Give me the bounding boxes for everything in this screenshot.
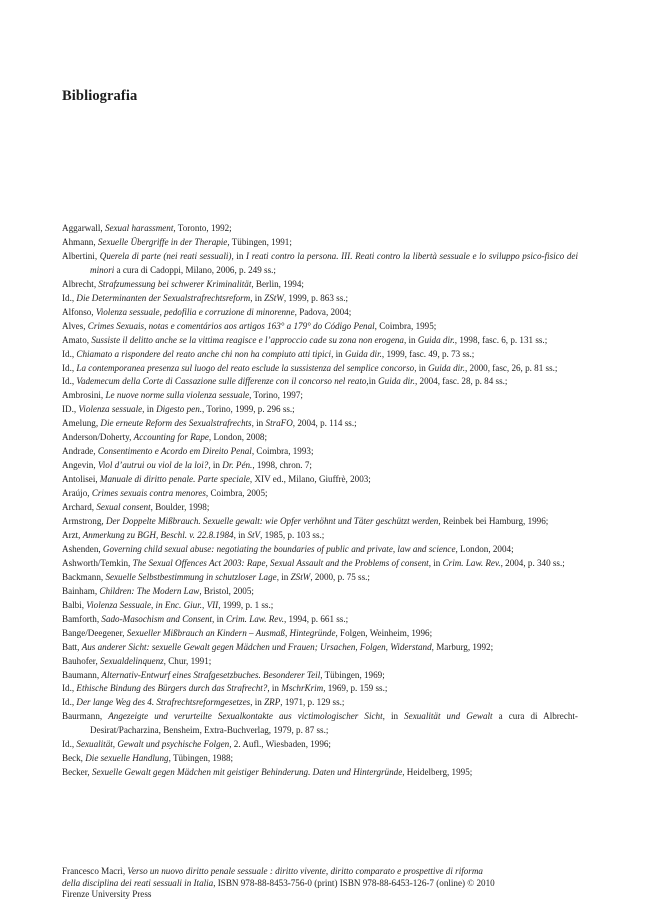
entry-text: , London, 2004;: [455, 543, 514, 554]
entry-title: Guida dir.: [378, 376, 415, 387]
bibliography-entry: [62, 375, 578, 389]
bibliography-entry: [62, 696, 578, 710]
bibliography-entry: [62, 655, 578, 669]
entry-text: ,: [151, 599, 156, 610]
bibliography-entry: [62, 459, 578, 473]
entry-title: Crim. Law. Rev.: [225, 613, 284, 624]
entry-title: Crim. Law. Rev.: [442, 557, 501, 568]
bibliography-entry: [62, 362, 578, 376]
entry-text: , Reinbek bei Hamburg, 1996;: [438, 516, 549, 527]
bibliography-entry: [62, 529, 578, 543]
entry-title: ZStW: [290, 571, 311, 582]
page-title: Bibliografia: [62, 88, 138, 104]
entry-title: Governing child sexual abuse: negotiating the boundaries of public and private, law and science: [102, 543, 456, 554]
entry-text: , Folgen, Weinheim, 1996;: [335, 627, 433, 638]
entry-text: , 1985, p. 103 ss.;: [260, 529, 325, 540]
entry-title: ZStW: [264, 292, 284, 303]
entry-text: , Marburg, 1992;: [431, 641, 494, 652]
bibliography-list: [62, 222, 578, 780]
entry-text: , in: [331, 348, 345, 359]
entry-text: Ambrosini,: [62, 390, 106, 401]
entry-title: Crimes sexuais contra menores: [91, 488, 206, 499]
entry-text: , Torino, 1997;: [249, 390, 303, 401]
bibliography-entry: [62, 641, 578, 655]
entry-title: Accounting for Rape: [133, 432, 209, 443]
entry-text: , XIV ed., Milano, Giuffrè, 2003;: [249, 474, 371, 485]
entry-text: , 2004, p. 114 ss.;: [292, 418, 357, 429]
entry-text: , in: [208, 460, 223, 471]
entry-title: Children: The Modern Law: [99, 585, 200, 596]
entry-title: Guida dir.: [345, 348, 382, 359]
entry-text: Amato,: [62, 334, 92, 345]
entry-text: , in: [231, 250, 247, 261]
entry-text: , in: [276, 571, 291, 582]
entry-text: Id.,: [62, 348, 77, 359]
bibliography-entry: [62, 515, 578, 529]
entry-title: Anmerkung zu BGH, Beschl. v. 22.8.1984: [82, 529, 234, 540]
entry-text: Albrecht,: [62, 278, 99, 289]
entry-text: , 1998, chron. 7;: [252, 460, 312, 471]
entry-text: Bamforth,: [62, 613, 102, 624]
bibliography-entry: [62, 389, 578, 403]
bibliography-entry: [62, 222, 578, 236]
entry-text: Beck,: [62, 753, 86, 764]
bibliography-entry: [62, 738, 578, 752]
bibliography-entry: [62, 669, 578, 683]
entry-text: , Tübingen, 1969;: [320, 669, 385, 680]
bibliography-entry: [62, 306, 578, 320]
entry-title: Vademecum della Corte di Cassazione sulle differenze con il concorso nel reato,: [76, 376, 369, 387]
entry-title: Sexualität und Gewalt: [404, 711, 493, 722]
entry-text: Angevin,: [62, 460, 98, 471]
entry-text: Bange/Deegener,: [62, 627, 127, 638]
entry-text: Id.,: [62, 739, 77, 750]
entry-text: Ashworth/Temkin,: [62, 557, 133, 568]
bibliography-entry: [62, 752, 578, 766]
entry-text: , Coimbra, 1993;: [251, 446, 314, 457]
entry-text: , 2004, fasc. 28, p. 84 ss.;: [414, 376, 508, 387]
entry-title: Consentimento e Acordo em Direito Penal: [97, 446, 252, 457]
bibliography-entry: [62, 710, 578, 738]
bibliography-entry: [62, 585, 578, 599]
entry-title: Die erneute Reform des Sexualstrafrechts: [100, 418, 252, 429]
bibliography-entry: [62, 320, 578, 334]
entry-text: , in: [414, 362, 429, 373]
entry-text: Bauhofer,: [62, 655, 101, 666]
entry-text: Araújo,: [62, 488, 92, 499]
entry-text: Andrade,: [62, 446, 98, 457]
entry-text: Alfonso,: [62, 306, 96, 317]
entry-text: , 1998, fasc. 6, p. 131 ss.;: [454, 334, 548, 345]
bibliography-entry: [62, 682, 578, 696]
entry-text: , 1994, p. 661 ss.;: [283, 613, 349, 624]
entry-title: Sexualdelinquenz: [100, 655, 164, 666]
bibliography-entry: [62, 571, 578, 585]
entry-text: Armstrong,: [62, 516, 106, 527]
entry-title: Violenza sessuale: [78, 404, 143, 415]
entry-title: Sexuelle Selbstbestimmung in schutzloser Lage: [105, 571, 277, 582]
bibliography-entry: [62, 599, 578, 613]
entry-title: Sexualität, Gewalt und psychische Folgen: [76, 739, 230, 750]
entry-text: Id.,: [62, 292, 77, 303]
entry-text: , in: [142, 404, 157, 415]
entry-text: , in: [251, 418, 266, 429]
bibliography-entry: [62, 445, 578, 459]
entry-title: della disciplina dei reati sessuali in Italia: [62, 877, 214, 888]
bibliography-entry: [62, 766, 578, 780]
entry-title: Strafzumessung bei schwerer Kriminalität: [98, 278, 252, 289]
entry-text: Albertini,: [62, 250, 100, 261]
bibliography-entry: [62, 403, 578, 417]
entry-title: Chiamato a rispondere del reato anche chi non ha compiuto atti tipici: [76, 348, 332, 359]
bibliography-entry: [62, 278, 578, 292]
entry-title: Die sexuelle Handlung: [85, 753, 169, 764]
entry-text: , Boulder, 1998;: [150, 502, 210, 513]
entry-text: , Coimbra, 2005;: [205, 488, 268, 499]
entry-title: StraFO: [265, 418, 293, 429]
entry-title: I reati contro la persona. III. Reati contro la libertà sessuale e lo sviluppo psico-fisico dei minori: [90, 250, 578, 275]
entry-text: Batt,: [62, 641, 82, 652]
entry-text: , 1999, p. 863 ss.;: [283, 292, 349, 303]
entry-text: , Torino, 1999, p. 296 ss.;: [202, 404, 295, 415]
bibliography-entry: [62, 487, 578, 501]
entry-title: Sexuelle Gewalt gegen Mädchen mit geistiger Behinderung. Daten und Hintergründe: [91, 767, 403, 778]
entry-text: , in: [233, 529, 248, 540]
entry-text: Ashenden,: [62, 543, 103, 554]
entry-title: StV: [247, 529, 261, 540]
bibliography-entry: [62, 348, 578, 362]
entry-title: Sado-Masochism and Consent: [101, 613, 213, 624]
bibliography-entry: [62, 250, 578, 278]
entry-text: , in: [250, 292, 265, 303]
entry-title: The Sexual Offences Act 2003: Rape, Sexual Assault and the Problems of consent: [132, 557, 429, 568]
footer-line: [62, 878, 582, 890]
entry-text: a cura di Cadoppi, Milano, 2006, p. 249 ss.;: [114, 264, 276, 275]
entry-text: , Chur, 1991;: [163, 655, 212, 666]
entry-text: , 2000, p. 75 ss.;: [310, 571, 370, 582]
entry-title: Verso un nuovo diritto penale sessuale : diritto vivente, diritto comparato e prospettive di riforma: [127, 866, 483, 876]
entry-text: , Coimbra, 1995;: [374, 320, 437, 331]
bibliography-entry: [62, 613, 578, 627]
bibliography-entry: [62, 627, 578, 641]
entry-text: , in: [250, 697, 265, 708]
entry-title: Digesto pen.: [156, 404, 203, 415]
entry-text: , 2004, p. 340 ss.;: [500, 557, 565, 568]
entry-title: Alternativ-Entwurf eines Strafgesetzbuches. Besonderer Teil: [101, 669, 321, 680]
entry-text: ID.,: [62, 404, 79, 415]
entry-text: , in: [428, 557, 443, 568]
footer-line: [62, 889, 582, 901]
entry-text: Id.,: [62, 376, 77, 387]
entry-title: Viol d’autrui ou viol de la loi?: [97, 460, 209, 471]
entry-title: Guida dir.: [428, 362, 465, 373]
entry-title: Der Doppelte Mißbrauch. Sexuelle gewalt: wie Opfer verhöhnt und Täter geschützt werden: [105, 516, 439, 527]
entry-text: Balbi,: [62, 599, 87, 610]
entry-text: , 1999, fasc. 49, p. 73 ss.;: [381, 348, 475, 359]
bibliography-entry: [62, 543, 578, 557]
entry-title: Sexual consent: [96, 502, 151, 513]
entry-text: Backmann,: [62, 571, 106, 582]
entry-title: in Enc. Giur., VII: [155, 599, 219, 610]
entry-text: , Toronto, 1992;: [173, 223, 232, 233]
entry-text: , 2. Aufl., Wiesbaden, 1996;: [229, 739, 331, 750]
entry-text: , in: [212, 613, 226, 624]
bibliography-entry: [62, 557, 578, 571]
entry-text: , in: [382, 711, 405, 722]
entry-title: Violenza Sessuale: [86, 599, 151, 610]
entry-title: Manuale di diritto penale. Parte speciale: [99, 474, 250, 485]
entry-title: Crimes Sexuais, notas e comentários aos artigos 163° a 179° do Código Penal: [87, 320, 375, 331]
entry-title: Angezeigte und verurteilte Sexualkontakte aus victimologischer Sicht: [108, 711, 383, 722]
bibliography-entry: [62, 431, 578, 445]
entry-title: Querela di parte (nei reati sessuali): [99, 250, 232, 261]
entry-text: , ISBN 978-88-8453-756-0 (print) ISBN 978-88-6453-126-7 (online) © 2010: [213, 877, 495, 888]
entry-text: , London, 2008;: [208, 432, 268, 443]
entry-text: , Berlin, 1994;: [251, 278, 304, 289]
entry-text: , 1969, p. 159 ss.;: [323, 683, 388, 694]
entry-text: , 1971, p. 129 ss.;: [280, 697, 345, 708]
entry-text: Id.,: [62, 697, 77, 708]
entry-title: Guida dir.: [417, 334, 455, 345]
entry-text: Anderson/Doherty,: [62, 432, 134, 443]
entry-title: Der lange Weg des 4. Strafrechtsreformgesetzes: [76, 697, 251, 708]
footer-citation: [62, 866, 582, 901]
entry-title: Violenza sessuale, pedofilia e corruzione di minorenne: [95, 306, 295, 317]
bibliography-entry: [62, 236, 578, 250]
entry-text: Alves,: [62, 320, 88, 331]
entry-text: in: [368, 376, 379, 387]
entry-title: La contemporanea presenza sul luogo del reato esclude la sussistenza del semplice concorso: [76, 362, 415, 373]
entry-text: Becker,: [62, 767, 92, 778]
entry-text: , Bristol, 2005;: [199, 585, 254, 596]
entry-text: , Tübingen, 1991;: [227, 236, 292, 247]
entry-text: , 1999, p. 1 ss.;: [218, 599, 274, 610]
bibliography-entry: [62, 417, 578, 431]
entry-text: Firenze University Press: [62, 889, 152, 899]
entry-text: a cura di Albrecht-Desirat/Pacharzina, Bensheim, Extra-Buchverlag, 1979, p. 87 ss.;: [90, 711, 578, 736]
bibliography-entry: [62, 334, 578, 348]
entry-text: Id.,: [62, 683, 77, 694]
entry-title: Ethische Bindung des Bürgers durch das Strafrecht?: [76, 683, 268, 694]
entry-text: Id.,: [62, 362, 77, 373]
bibliography-entry: [62, 292, 578, 306]
entry-text: Antolisei,: [62, 474, 100, 485]
entry-title: Die Determinanten der Sexualstrafrechtsreform: [76, 292, 251, 303]
entry-title: Sexuelle Übergriffe in der Therapie: [97, 236, 228, 247]
bibliography-entry: [62, 473, 578, 487]
entry-text: Baurmann,: [62, 711, 109, 722]
entry-text: Baumann,: [62, 669, 102, 680]
entry-text: , in: [403, 334, 418, 345]
bibliography-entry: [62, 501, 578, 515]
footer-line: [62, 866, 582, 878]
entry-title: Sexual harassment: [104, 223, 174, 233]
entry-title: Le nuove norme sulla violenza sessuale: [105, 390, 250, 401]
entry-title: ZRP: [264, 697, 281, 708]
entry-title: Aus anderer Sicht: sexuelle Gewalt gegen Mädchen und Frauen; Ursachen, Folgen, Widerstand: [81, 641, 432, 652]
entry-text: , in: [267, 683, 282, 694]
entry-text: , Tübingen, 1988;: [168, 753, 234, 764]
entry-text: Amelung,: [62, 418, 101, 429]
entry-text: , 2000, fasc, 26, p. 81 ss.;: [464, 362, 558, 373]
entry-text: Francesco Macrì,: [62, 866, 128, 876]
entry-title: Sexueller Mißbrauch an Kindern – Ausmaß, Hintegründe: [126, 627, 336, 638]
entry-title: Dr. Pén.: [222, 460, 253, 471]
entry-text: , Heidelberg, 1995;: [402, 767, 473, 778]
entry-text: Ahmann,: [62, 236, 98, 247]
entry-text: Archard,: [62, 502, 97, 513]
entry-text: Bainham,: [62, 585, 100, 596]
entry-text: , Padova, 2004;: [294, 306, 352, 317]
entry-title: MschrKrim: [281, 683, 324, 694]
entry-text: Aggarwall,: [62, 223, 105, 233]
entry-text: Arzt,: [62, 529, 83, 540]
entry-title: Sussiste il delitto anche se la vittima reagisce e l’approccio cade su zona non erogena: [91, 334, 404, 345]
